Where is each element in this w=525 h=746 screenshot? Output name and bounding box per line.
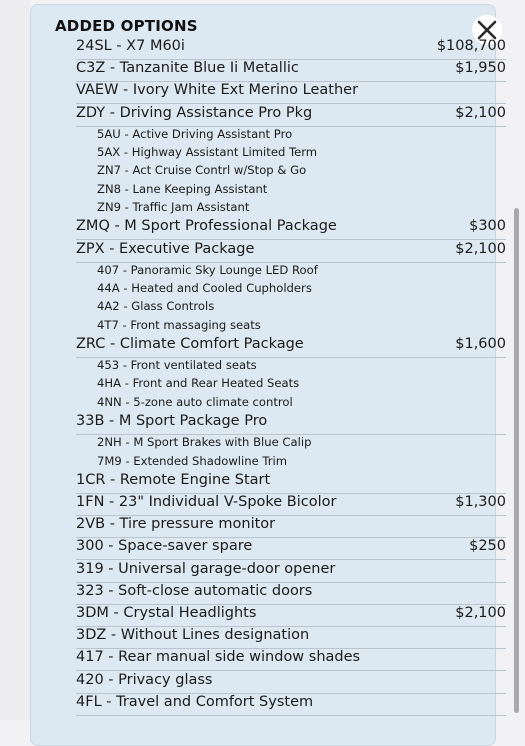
sub-option-label: ZN8 - Lane Keeping Assistant: [97, 181, 268, 196]
option-price: $1,300: [455, 494, 506, 510]
option-label: 1CR - Remote Engine Start: [76, 471, 271, 488]
option-price: $2,100: [455, 104, 506, 121]
option-row: [76, 81, 506, 104]
sub-option-row: [76, 181, 506, 199]
option-row: [76, 515, 506, 538]
option-label: 323 - Soft-close automatic doors: [76, 582, 313, 599]
sub-option-label: 4T7 - Front massaging seats: [97, 317, 261, 332]
scrollbar-thumb[interactable]: [514, 208, 519, 713]
sub-option-label: ZN7 - Act Cruise Contrl w/Stop & Go: [97, 163, 307, 178]
option-row: [76, 604, 506, 627]
option-label: 4FL - Travel and Comfort System: [76, 693, 314, 710]
sub-option-label: 5AX - Highway Assistant Limited Term: [97, 145, 318, 160]
option-row: [76, 240, 506, 263]
option-label: VAEW - Ivory White Ext Merino Leather: [76, 82, 359, 99]
sub-option-row: [76, 144, 506, 162]
sub-option-row: [76, 394, 506, 412]
sub-option-label: 5AU - Active Driving Assistant Pro: [97, 126, 293, 141]
option-price: $250: [469, 538, 506, 555]
sub-option-row: [76, 298, 506, 316]
option-row: [76, 648, 506, 671]
option-row: [76, 560, 506, 583]
option-price: $300: [469, 218, 506, 235]
option-row: [76, 471, 506, 494]
option-price: $1,950: [455, 60, 506, 77]
option-row: [76, 671, 506, 694]
option-row: [76, 217, 506, 240]
sub-option-row: [76, 126, 506, 144]
option-row: [76, 104, 506, 127]
left-gutter: [0, 0, 30, 720]
option-row: [76, 537, 506, 560]
sub-option-label: 4HA - Front and Rear Heated Seats: [97, 376, 300, 391]
sub-option-label: 4A2 - Glass Controls: [97, 299, 215, 314]
option-label: 2VB - Tire pressure monitor: [76, 516, 276, 533]
option-row: [76, 37, 506, 60]
sub-option-row: [76, 162, 506, 180]
option-label: ZMQ - M Sport Professional Package: [76, 218, 337, 235]
sub-option-row: [76, 375, 506, 393]
option-label: ZPX - Executive Package: [76, 240, 255, 257]
sub-option-row: [76, 199, 506, 217]
sub-option-row: [76, 357, 506, 375]
sub-option-row: [76, 262, 506, 280]
option-row: [76, 335, 506, 358]
option-label: 33B - M Sport Package Pro: [76, 413, 268, 429]
option-label: 420 - Privacy glass: [76, 671, 213, 688]
sub-option-label: ZN9 - Traffic Jam Assistant: [97, 200, 250, 214]
sub-option-label: 44A - Heated and Cooled Cupholders: [97, 281, 312, 295]
option-row: [76, 493, 506, 516]
option-price: $1,600: [455, 335, 506, 352]
sub-option-label: 4NN - 5-zone auto climate control: [97, 394, 293, 409]
sub-option-row: [76, 317, 506, 335]
option-price: $108,700: [436, 38, 506, 54]
option-row: [76, 693, 506, 716]
option-price: $2,100: [455, 240, 506, 257]
option-row: [76, 582, 506, 605]
option-label: 24SL - X7 M60i: [76, 38, 185, 54]
panel-heading: ADDED OPTIONS: [55, 17, 198, 35]
sub-option-label: 7M9 - Extended Shadowline Trim: [97, 453, 288, 468]
option-label: 3DZ - Without Lines designation: [76, 627, 310, 644]
sub-option-label: 407 - Panoramic Sky Lounge LED Roof: [97, 262, 318, 277]
sub-option-row: [76, 453, 506, 471]
option-label: 417 - Rear manual side window shades: [76, 649, 361, 666]
sub-option-row: [76, 434, 506, 452]
option-label: C3Z - Tanzanite Blue Ii Metallic: [76, 60, 299, 77]
sub-option-row: [76, 280, 506, 298]
option-row: [76, 626, 506, 649]
option-label: ZRC - Climate Comfort Package: [76, 335, 304, 352]
option-label: 3DM - Crystal Headlights: [76, 605, 257, 621]
sub-option-label: 2NH - M Sport Brakes with Blue Calip: [97, 435, 312, 450]
option-row: [76, 59, 506, 82]
option-price: $2,100: [455, 605, 506, 621]
option-label: 319 - Universal garage-door opener: [76, 560, 336, 577]
option-label: ZDY - Driving Assistance Pro Pkg: [76, 104, 313, 121]
added-options-panel: [30, 4, 506, 746]
option-row: [76, 412, 506, 435]
sub-option-label: 453 - Front ventilated seats: [97, 358, 257, 373]
option-label: 1FN - 23" Individual V-Spoke Bicolor: [76, 494, 337, 510]
option-label: 300 - Space-saver spare: [76, 538, 253, 555]
